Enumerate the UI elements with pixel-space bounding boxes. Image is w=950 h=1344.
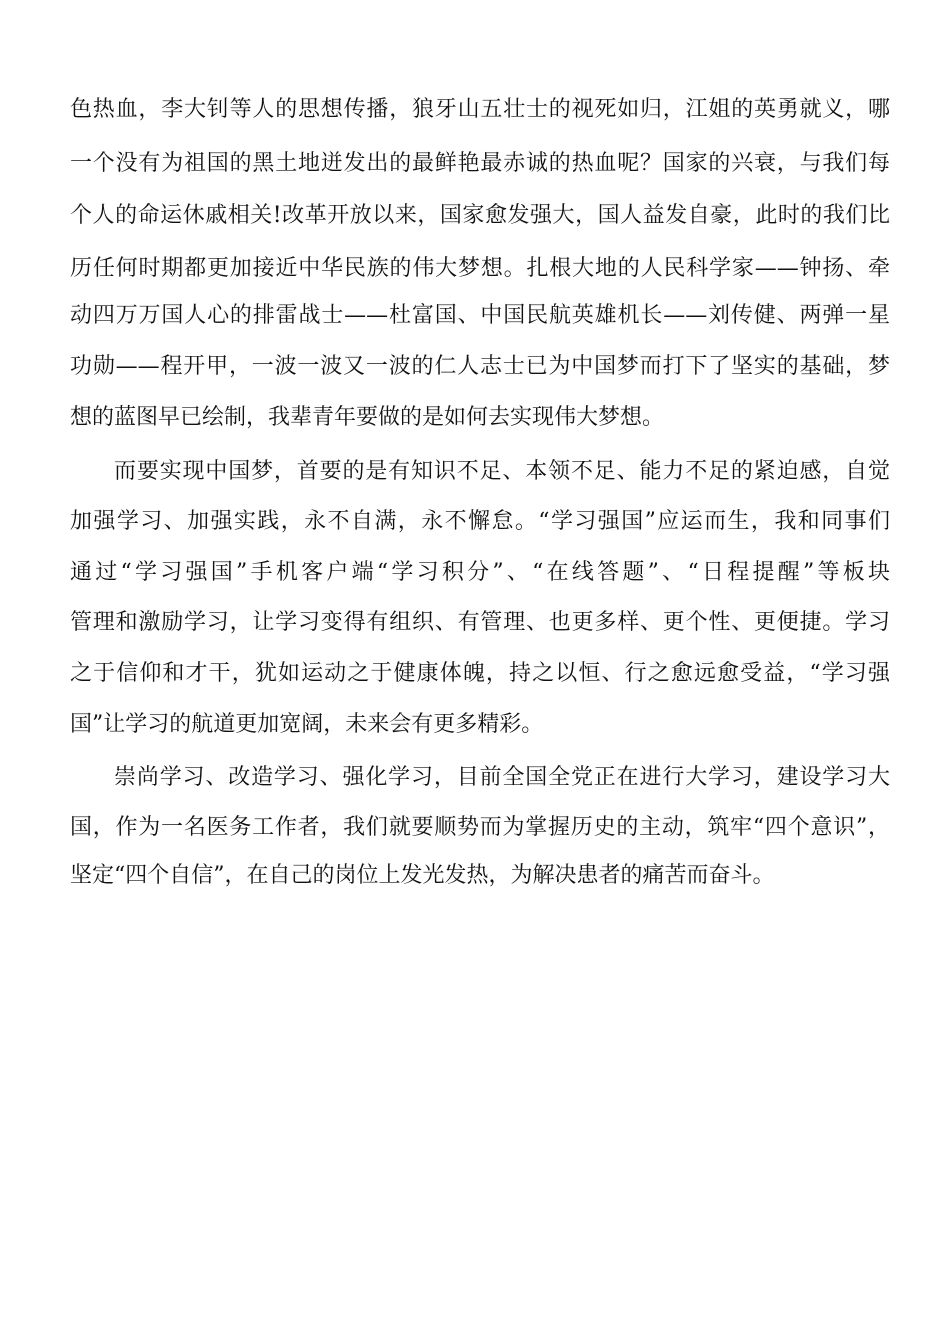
paragraph-2-line-4: 管理和激励学习，让学习变得有组织、有管理、也更多样、更个性、更便捷。学习 [70,610,890,635]
paragraph-1-line-6: 功勋——程开甲，一波一波又一波的仁人志士已为中国梦而打下了坚实的基础，梦 [70,354,890,379]
paragraph-1-line-3: 个人的命运休戚相关!改革开放以来，国家愈发强大，国人益发自豪，此时的我们比 [70,203,890,228]
paragraph-2-line-1: 而要实现中国梦，首要的是有知识不足、本领不足、能力不足的紧迫感，自觉 [114,459,890,484]
paragraph-3-line-2: 国，作为一名医务工作者，我们就要顺势而为掌握历史的主动，筑牢“四个意识”， [70,815,890,840]
paragraph-2-line-3: 通过“学习强国”手机客户端“学习积分”、“在线答题”、“日程提醒”等板块 [70,560,890,585]
paragraph-1-line-1: 色热血，李大钊等人的思想传播，狼牙山五壮士的视死如归，江姐的英勇就义，哪 [70,97,890,122]
paragraph-1-line-5: 动四万万国人心的排雷战士——杜富国、中国民航英雄机长——刘传健、两弹一星 [70,303,890,328]
paragraph-2-line-6: 国”让学习的航道更加宽阔，未来会有更多精彩。 [70,712,544,737]
paragraph-1-line-7: 想的蓝图早已绘制，我辈青年要做的是如何去实现伟大梦想。 [70,405,665,430]
paragraph-2-line-2: 加强学习、加强实践，永不自满，永不懈怠。“学习强国”应运而生，我和同事们 [70,509,890,534]
paragraph-1-line-4: 历任何时期都更加接近中华民族的伟大梦想。扎根大地的人民科学家——钟扬、牵 [70,256,890,281]
paragraph-2-line-5: 之于信仰和才干，犹如运动之于健康体魄，持之以恒、行之愈远愈受益，“学习强 [70,661,890,686]
paragraph-3-line-3: 坚定“四个自信”，在自己的岗位上发光发热，为解决患者的痛苦而奋斗。 [70,863,775,888]
paragraph-3-line-1: 崇尚学习、改造学习、强化学习，目前全国全党正在进行大学习，建设学习大 [114,765,890,790]
paragraph-1-line-2: 一个没有为祖国的黑土地迸发出的最鲜艳最赤诚的热血呢？国家的兴衰，与我们每 [70,151,890,176]
